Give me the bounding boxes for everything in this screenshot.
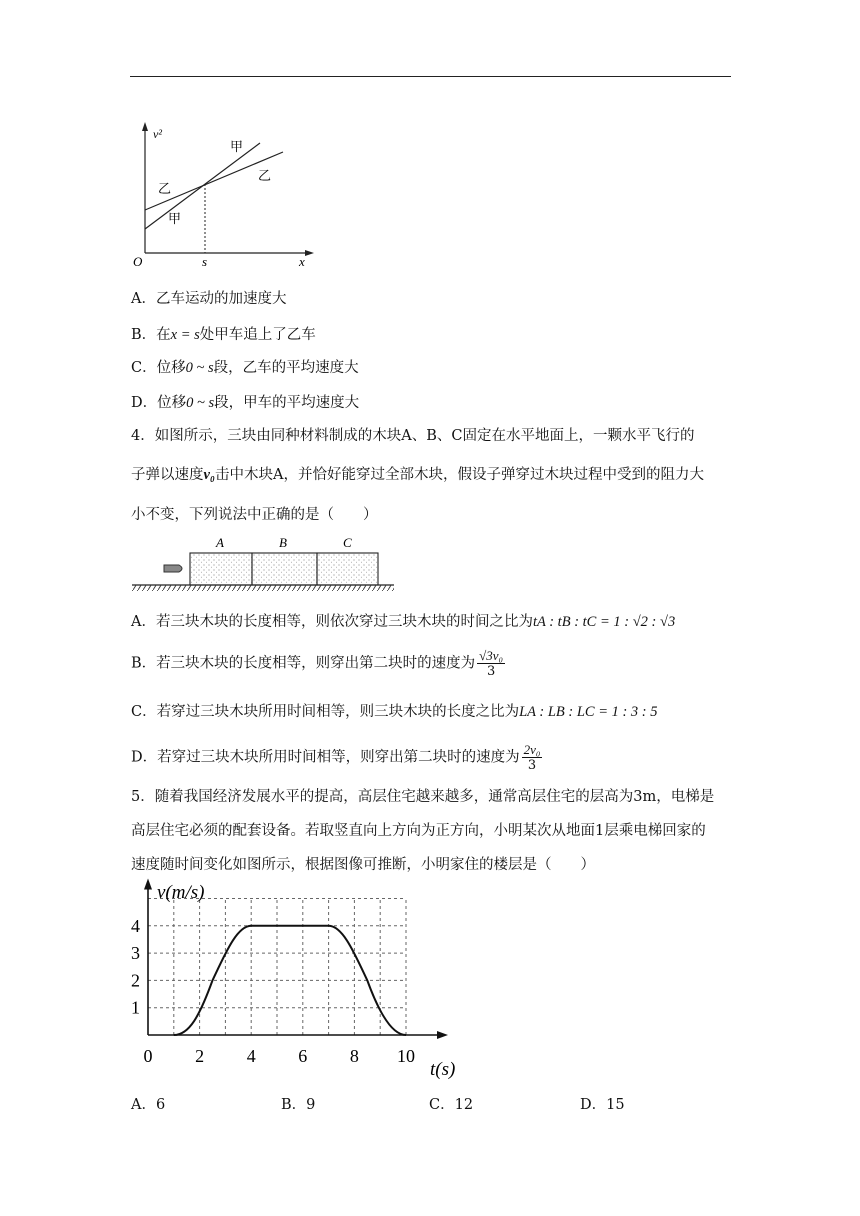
velocity-time-chart	[125, 878, 470, 1083]
q4-option-b-fraction	[477, 648, 505, 679]
x-tick-10: 10	[397, 1046, 415, 1066]
wood-blocks-figure	[128, 534, 400, 594]
q3-option-d	[131, 393, 359, 413]
q4-line-3: 小不变，下列说法中正确的是（ ）	[131, 507, 378, 523]
header-rule	[130, 76, 731, 77]
q4-option-c-math: LA : LB : LC = 1 : 3 : 5	[519, 704, 658, 720]
q4-option-c-pre: C．若穿过三块木块所用时间相等，则三块木块的长度之比为	[131, 704, 520, 720]
x-tick-6: 6	[298, 1046, 308, 1066]
q4-option-d-fraction	[522, 742, 543, 773]
q4-option-d	[131, 742, 544, 773]
v2-axis-arrow	[142, 122, 148, 131]
q5-line-1: 5．随着我国经济发展水平的提高，高层住宅越来越多，通常高层住宅的层高为3m，电梯是	[131, 789, 715, 805]
q4-line-2-pre: 子弹以速度	[131, 467, 204, 483]
label-jia-bottom: 甲	[168, 211, 182, 226]
x-tick-8: 8	[349, 1046, 359, 1066]
q5-line-2: 高层住宅必须的配套设备。若取竖直向上方向为正方向，小明某次从地面1层乘电梯回家的	[131, 823, 706, 839]
q4-option-a-pre: A．若三块木块的长度相等，则依次穿过三块木块的时间之比为	[131, 614, 533, 630]
q4-option-b	[131, 648, 507, 679]
q3-option-c	[131, 358, 359, 378]
q5-option-d: D．15	[580, 1097, 625, 1113]
block-a	[190, 553, 252, 585]
block-label-a: A	[216, 535, 224, 550]
v2-axis-label: v²	[153, 127, 162, 141]
q5-option-b: B．9	[281, 1097, 316, 1113]
t-axis-arrow	[437, 1031, 448, 1039]
q3-option-b-pre: B．在	[131, 327, 171, 343]
label-yi-left: 乙	[158, 181, 172, 196]
q3-option-d-pre: D．位移	[131, 395, 187, 411]
q5-line-3: 速度随时间变化如图所示，根据图像可推断，小明家住的楼层是（ ）	[131, 857, 595, 873]
y-tick-1: 1	[131, 997, 140, 1018]
x-tick-2: 2	[195, 1046, 205, 1066]
q4-line-2	[131, 465, 704, 485]
q4-option-b-den: 3	[486, 664, 496, 679]
x-tick-4: 4	[246, 1046, 256, 1066]
q4-v0: v₀	[203, 467, 215, 483]
q3-option-c-post: 段，乙车的平均速度大	[213, 360, 359, 376]
q3-option-c-range: 0 ~ s	[185, 360, 214, 376]
y-tick-4: 4	[131, 915, 140, 936]
y-tick-2: 2	[131, 970, 140, 991]
y-axis-label: v(m/s)	[157, 882, 205, 903]
q4-line-1: 4．如图所示，三块由同种材料制成的木块A、B、C固定在水平地面上，一颗水平飞行的	[131, 428, 695, 444]
ground-hatch	[132, 585, 394, 591]
q3-option-d-post: 段，甲车的平均速度大	[214, 395, 360, 411]
x-axis-label: t(s)	[430, 1059, 456, 1080]
block-c	[317, 553, 378, 585]
q4-option-b-num: √3v₀	[479, 648, 504, 663]
x-tick-0: 0	[143, 1046, 153, 1066]
q4-option-a	[131, 612, 675, 632]
origin-label: O	[133, 254, 143, 269]
block-b	[252, 553, 317, 585]
q4-option-a-math: tA : tB : tC = 1 : √2 : √3	[532, 614, 676, 630]
q4-option-b-pre: B．若三块木块的长度相等，则穿出第二块时的速度为	[131, 655, 476, 672]
q3-option-b	[131, 325, 316, 345]
v-axis-arrow	[144, 879, 152, 890]
q5-options	[131, 1093, 731, 1115]
label-jia-top: 甲	[230, 139, 244, 154]
x-axis-label: x	[299, 254, 305, 269]
block-label-b: B	[279, 535, 287, 550]
q3-option-b-post: 处甲车追上了乙车	[199, 327, 316, 343]
q4-line-2-post: 击中木块A，并恰好能穿过全部木块，假设子弹穿过木块过程中受到的阻力大	[215, 467, 704, 483]
q3-option-b-eq: x = s	[170, 327, 200, 343]
s-mark-label: s	[202, 254, 208, 269]
chart-grid	[148, 899, 406, 1036]
q4-option-c	[131, 702, 658, 722]
y-tick-3: 3	[131, 943, 140, 964]
q3-option-d-range: 0 ~ s	[186, 395, 215, 411]
q4-option-d-pre: D．若穿过三块木块所用时间相等，则穿出第二块时的速度为	[131, 749, 520, 766]
v2-x-graph	[125, 118, 325, 270]
label-yi-right: 乙	[258, 168, 272, 183]
q4-option-d-den: 3	[527, 758, 537, 773]
q3-option-c-pre: C．位移	[131, 360, 186, 376]
q3-option-a	[131, 289, 286, 309]
q5-option-a: A．6	[131, 1097, 166, 1113]
block-label-c: C	[343, 535, 352, 550]
q3-option-a-text: A．乙车运动的加速度大	[131, 291, 287, 307]
x-axis-arrow	[305, 250, 314, 256]
bullet-icon	[164, 565, 182, 572]
q4-option-d-num: 2v₀	[523, 742, 541, 757]
q5-option-c: C．12	[429, 1097, 474, 1113]
